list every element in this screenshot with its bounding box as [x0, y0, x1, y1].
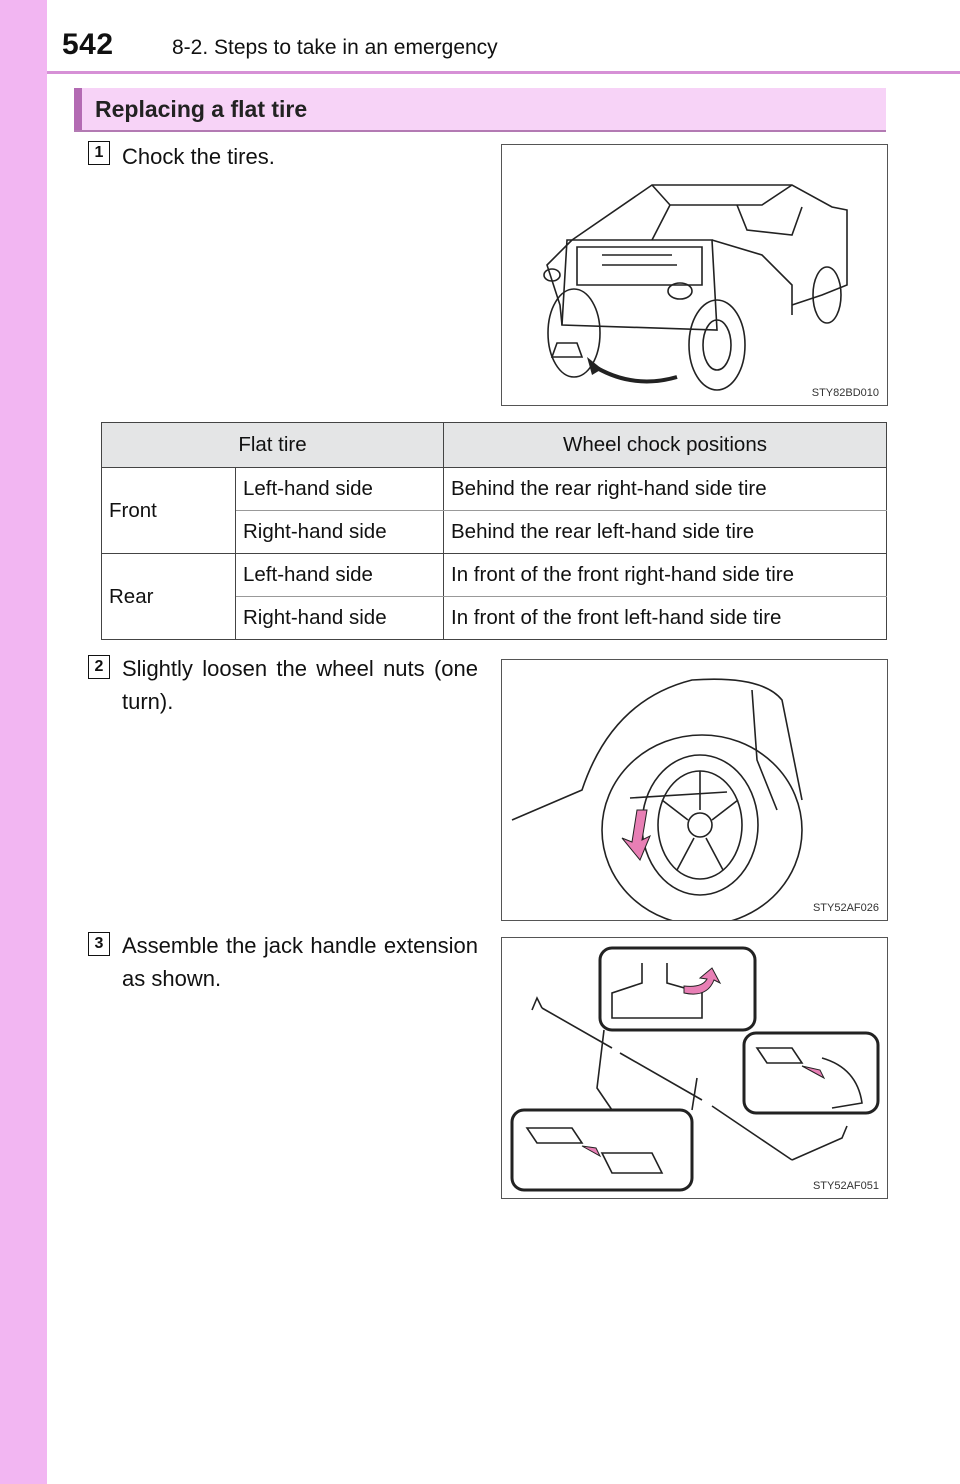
side-tab-strip [0, 0, 47, 1484]
section-title: Replacing a flat tire [95, 96, 308, 122]
figure-jack-handle [501, 937, 888, 1199]
step-number-3: 3 [88, 932, 110, 956]
position-cell: In front of the front left-hand side tire [444, 597, 887, 640]
step-number-2: 2 [88, 655, 110, 679]
step-number-1: 1 [88, 141, 110, 165]
figure-truck-chock [501, 144, 888, 406]
jack-handle-illustration [502, 938, 887, 1198]
group-label-rear: Rear [102, 554, 236, 640]
header-flat-tire: Flat tire [102, 423, 444, 468]
page-number: 542 [62, 28, 114, 61]
side-cell: Left-hand side [236, 554, 444, 597]
table-header-row [102, 423, 887, 468]
group-label-front: Front [102, 468, 236, 554]
step-text-1: Chock the tires. [122, 144, 275, 169]
table-row [102, 468, 887, 511]
position-cell: Behind the rear left-hand side tire [444, 511, 887, 554]
position-cell: In front of the front right-hand side tire [444, 554, 887, 597]
truck-illustration [502, 145, 887, 405]
side-cell: Right-hand side [236, 511, 444, 554]
step-text-2: Slightly loosen the wheel nuts (one turn). [122, 656, 478, 714]
section-heading [74, 88, 886, 132]
wheel-illustration [502, 660, 887, 920]
chapter-title: 8-2. Steps to take in an emergency [172, 36, 498, 59]
figure-code-1: STY82BD010 [811, 387, 879, 399]
side-cell: Left-hand side [236, 468, 444, 511]
wheel-chock-table [101, 422, 887, 640]
header-chock-positions: Wheel chock positions [444, 423, 887, 468]
figure-code-2: STY52AF026 [812, 902, 879, 914]
figure-wheel-nuts [501, 659, 888, 921]
step-text-3: Assemble the jack handle extension as shown. [122, 933, 478, 991]
header-divider [47, 71, 960, 74]
position-cell: Behind the rear right-hand side tire [444, 468, 887, 511]
figure-code-3: STY52AF051 [812, 1180, 879, 1192]
table-row [102, 554, 887, 597]
side-cell: Right-hand side [236, 597, 444, 640]
section-accent [74, 88, 82, 130]
